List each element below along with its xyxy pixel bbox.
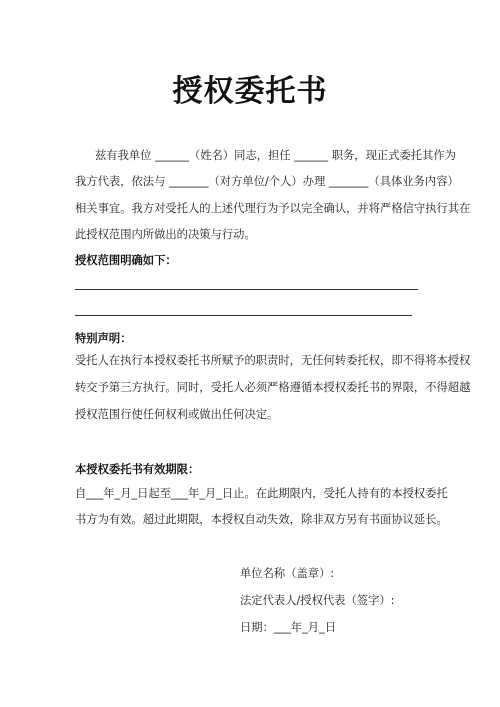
declaration-line-3: 授权范围行使任何权利或做出任何决定。 xyxy=(75,408,279,421)
signature-unit-name: 单位名称（盖章）: xyxy=(240,567,335,580)
signature-representative: 法定代表人/授权代表（签字）: xyxy=(240,594,395,607)
signature-date: 日期：___年_月_日 xyxy=(240,621,337,634)
intro-line-1: 兹有我单位 ______（姓名）同志，担任 ______ 职务，现正式委托其作为 xyxy=(95,149,456,162)
declaration-line-1: 受托人在执行本授权委托书所赋予的职责时，无任何转委托权，即不得将本授权 xyxy=(75,354,471,367)
validity-line-2: 书方为有效。超过此期限，本授权自动失效，除非双方另有书面协议延长。 xyxy=(75,513,448,526)
intro-line-2: 我方代表，依法与 _______（对方单位/个人）办理 _______（具体业务内容） xyxy=(75,175,459,188)
declaration-heading: 特别声明： xyxy=(75,332,132,345)
validity-line-1: 自___年_月_日起至___年_月_日止。在此期限内，受托人持有的本授权委托 xyxy=(75,487,448,500)
declaration-line-2: 转交予第三方执行。同时，受托人必须严格遵循本授权委托书的界限，不得超越 xyxy=(75,381,471,394)
scope-heading: 授权范围明确如下： xyxy=(75,254,177,267)
scope-blank-line-1 xyxy=(75,289,418,290)
scope-blank-line-2 xyxy=(75,315,412,316)
validity-heading: 本授权委托书有效期限： xyxy=(75,463,200,476)
intro-line-3: 相关事宜。我方对受托人的上述代理行为予以完全确认，并将严格信守执行其在 xyxy=(75,202,471,215)
document-title: 授权委托书 xyxy=(172,74,328,109)
intro-line-4: 此授权范围内所做出的决策与行动。 xyxy=(75,228,256,241)
